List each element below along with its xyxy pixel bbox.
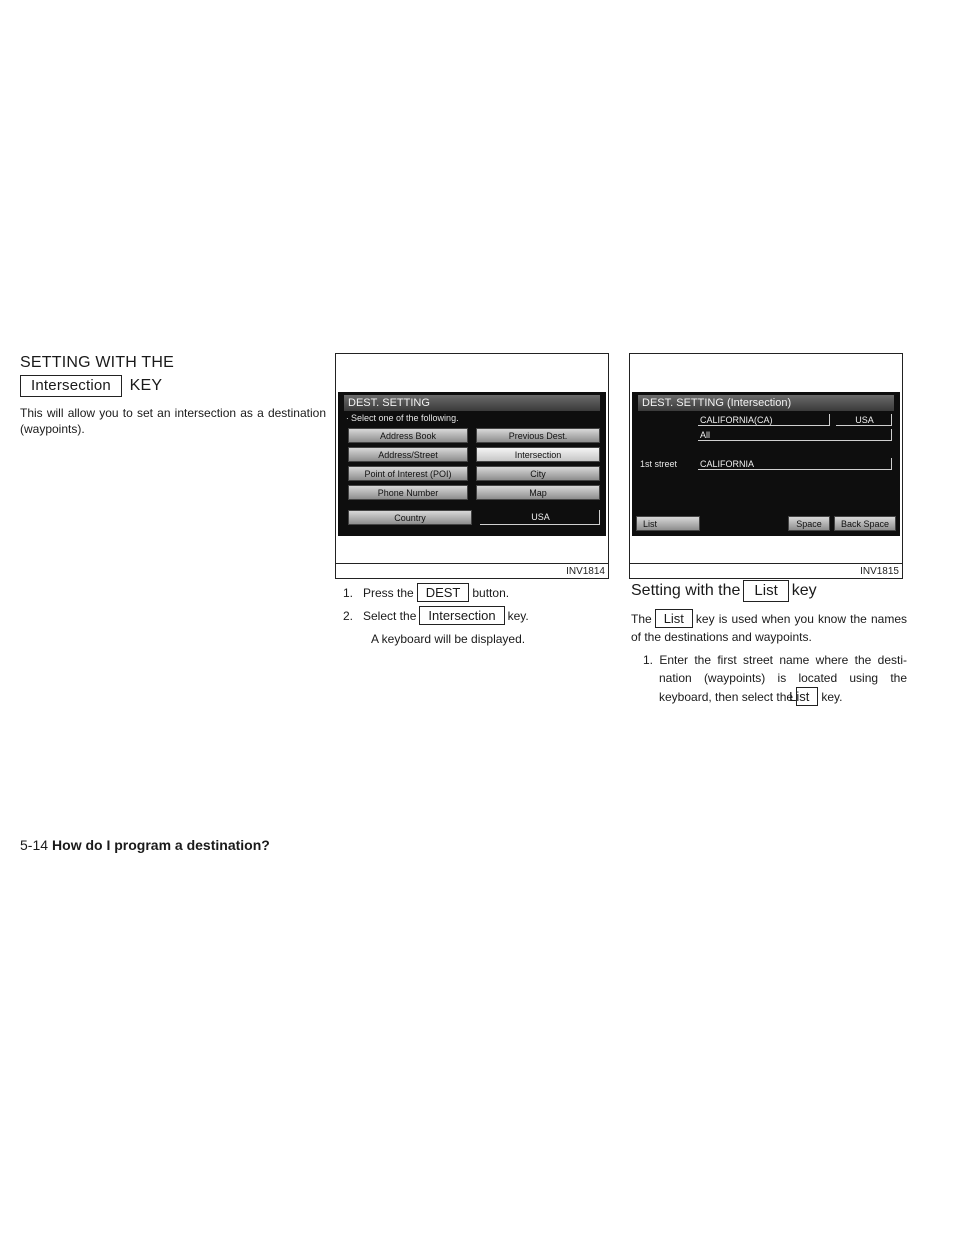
subhead-text: key — [791, 582, 817, 599]
phone-number-button[interactable]: Phone Number — [348, 485, 468, 500]
list-paragraph — [631, 609, 907, 646]
step-1 — [343, 583, 605, 603]
subhead-text: Setting with the — [631, 582, 741, 599]
back-space-button[interactable]: Back Space — [834, 516, 896, 531]
page-number: 5-14 — [20, 837, 49, 853]
section-title-suffix: KEY — [129, 377, 163, 394]
dest-key-label: DEST — [417, 583, 470, 602]
list-key-label: List — [655, 609, 693, 628]
address-street-button[interactable]: Address/Street — [348, 447, 468, 462]
intersection-key-label: Intersection — [419, 606, 504, 625]
step-2-note: A keyboard will be displayed. — [371, 632, 526, 646]
step-number: 1. — [343, 586, 354, 600]
right-column — [631, 580, 907, 706]
space-button[interactable]: Space — [788, 516, 830, 531]
step-text: Press the — [363, 586, 414, 600]
step-text: key. — [507, 609, 529, 623]
figure-dest-setting — [335, 353, 609, 579]
screen-title: DEST. SETTING — [344, 395, 600, 411]
step-text: Enter the first street name where the desti- nation (waypoints) is located using the keyboard, then select the — [659, 653, 907, 704]
left-column — [20, 353, 326, 437]
screen-intersection — [632, 392, 900, 536]
poi-button[interactable]: Point of Interest (POI) — [348, 466, 468, 481]
street-label: 1st street — [640, 459, 678, 469]
step-text: button. — [472, 586, 510, 600]
figure-caption: INV1814 — [566, 566, 605, 577]
country-value: USA — [480, 510, 600, 525]
chapter-title: How do I program a destination? — [52, 837, 270, 853]
intersection-key-label: Intersection — [20, 375, 122, 397]
all-field[interactable]: All — [698, 429, 892, 441]
para-text: key is used when you know the names of the destinations and waypoints. — [631, 612, 907, 644]
section-title — [20, 353, 326, 397]
country-button[interactable]: Country — [348, 510, 472, 525]
middle-column — [343, 583, 605, 647]
figure-divider — [630, 563, 902, 564]
figure-intersection-setting — [629, 353, 903, 579]
section-title-line1: SETTING WITH THE — [20, 354, 175, 371]
previous-dest-button[interactable]: Previous Dest. — [476, 428, 600, 443]
street-field[interactable]: CALIFORNIA — [698, 458, 892, 470]
step-text: Select the — [363, 609, 417, 623]
page-footer — [20, 837, 270, 853]
para-text: The — [631, 612, 652, 626]
screen-subtitle: ∙ Select one of the following. — [346, 413, 459, 423]
intersection-button[interactable]: Intersection — [476, 447, 600, 462]
list-step-1 — [643, 651, 907, 706]
step-number: 1. — [643, 653, 654, 667]
step-2 — [343, 606, 605, 626]
figure-divider — [336, 563, 608, 564]
map-button[interactable]: Map — [476, 485, 600, 500]
list-key-label: List — [796, 687, 818, 706]
figure-caption: INV1815 — [860, 566, 899, 577]
subsection-title — [631, 580, 907, 602]
screen-dest-setting — [338, 392, 606, 536]
intro-paragraph: This will allow you to set an intersection as a destination (waypoints). — [20, 406, 326, 436]
country-field[interactable]: USA — [836, 414, 892, 426]
address-book-button[interactable]: Address Book — [348, 428, 468, 443]
city-button[interactable]: City — [476, 466, 600, 481]
screen-title: DEST. SETTING (Intersection) — [638, 395, 894, 411]
list-key-label: List — [743, 580, 788, 602]
state-field[interactable]: CALIFORNIA(CA) — [698, 414, 830, 426]
step-number: 2. — [343, 609, 354, 623]
list-button[interactable]: List — [636, 516, 700, 531]
step-text: key. — [821, 690, 843, 704]
